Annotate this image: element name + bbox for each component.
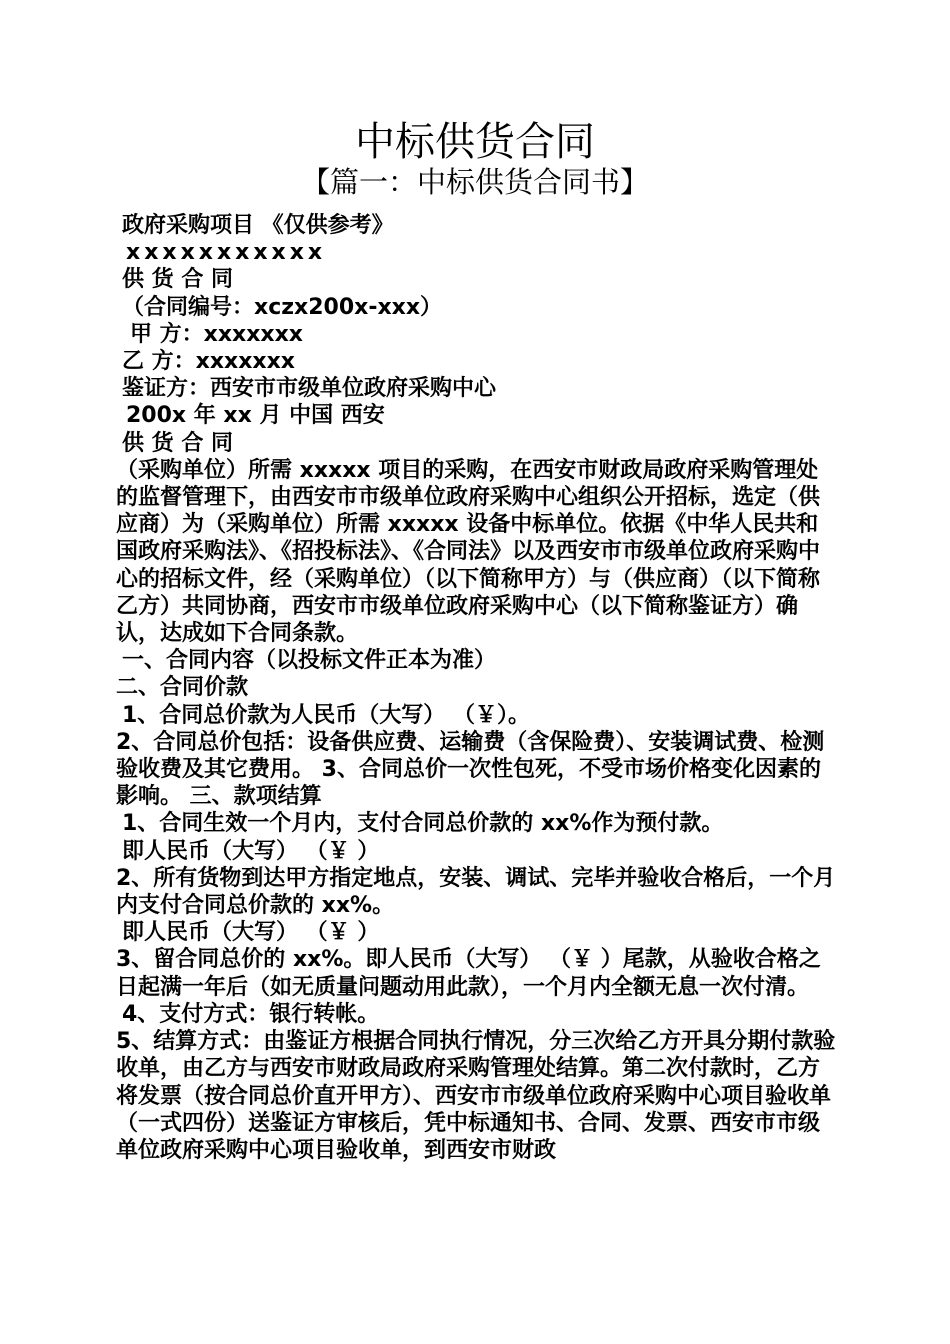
party-a: 甲 方：xxxxxxx bbox=[130, 321, 303, 347]
clause-2-1: 1、合同总价款为人民币（大写） （￥）。 bbox=[122, 702, 530, 728]
clause-3-5: 5、结算方式：由鉴证方根据合同执行情况，分三次给乙方开具分期付款验收单，由乙方与西安市财政局政府采购管理处结算。第二次付款时，乙方将发票（按合同总价直开甲方）、西安市市级单位政府采购中心项目验收单（一式四份）送鉴证方审核后，凭中标通知书、合同、发票、西安市市级单位政府采购中心项目验收单，到西安市财政 bbox=[116, 1029, 836, 1163]
project-code: xxxxxxxxxxx bbox=[126, 240, 327, 266]
project-heading: 政府采购项目 《仅供参考》 bbox=[122, 213, 394, 238]
date-place: 200x 年 xx 月 中国 西安 bbox=[126, 403, 385, 429]
amount-line-2: 即人民币（大写） （￥ ） bbox=[122, 920, 380, 946]
document-body bbox=[116, 212, 840, 1164]
clause-3-3: 3、留合同总价的 xx%。即人民币（大写） （￥ ）尾款，从验收合格之日起满一年后（如无质量问题动用此款），一个月内全额无息一次付清。 bbox=[116, 947, 821, 1000]
amount-line-1: 即人民币（大写） （￥ ） bbox=[122, 838, 380, 864]
party-b: 乙 方：xxxxxxx bbox=[122, 349, 295, 375]
preamble-paragraph: （采购单位）所需 xxxxx 项目的采购，在西安市财政局政府采购管理处的监督管理下，由西安市市级单位政府采购中心组织公开招标，选定（供应商）为（采购单位）所需 xxxxx 设备中标单位。依据《中华人民共和国政府采购法》、《招投标法》、《合同法》以及西安市市级单位政府采购中心的招标文件，经（采购单位）（以下简称甲方）与（供应商）（以下简称乙方）共同协商，西安市市级单位政府采购中心（以下简称鉴证方）确认，达成如下合同条款。 bbox=[116, 457, 821, 647]
clause-2-2: 2、合同总价包括：设备供应费、运输费（含保险费）、安装调试费、检测验收费及其它费用。 3、合同总价一次性包死，不受市场价格变化因素的影响。 三、款项结算 bbox=[116, 729, 825, 810]
document-title: 中标供货合同 bbox=[355, 119, 595, 165]
witness-party: 鉴证方：西安市市级单位政府采购中心 bbox=[122, 376, 497, 402]
section-2-heading: 二、合同价款 bbox=[116, 675, 249, 701]
contract-heading: 供 货 合 同 bbox=[122, 267, 233, 293]
section-1-heading: 一、合同内容（以投标文件正本为准） bbox=[122, 648, 497, 674]
clause-3-4: 4、支付方式：银行转帐。 bbox=[122, 1001, 380, 1027]
clause-3-1: 1、合同生效一个月内，支付合同总价款的 xx%作为预付款。 bbox=[122, 811, 724, 837]
clause-3-2: 2、所有货物到达甲方指定地点，安装、调试、完毕并验收合格后，一个月内支付合同总价款的 xx%。 bbox=[116, 865, 836, 919]
document-subtitle: 【篇一：中标供货合同书】 bbox=[300, 165, 649, 199]
contract-heading-2: 供 货 合 同 bbox=[122, 430, 233, 456]
contract-number: （合同编号：xczx200x-xxx） bbox=[122, 294, 443, 320]
